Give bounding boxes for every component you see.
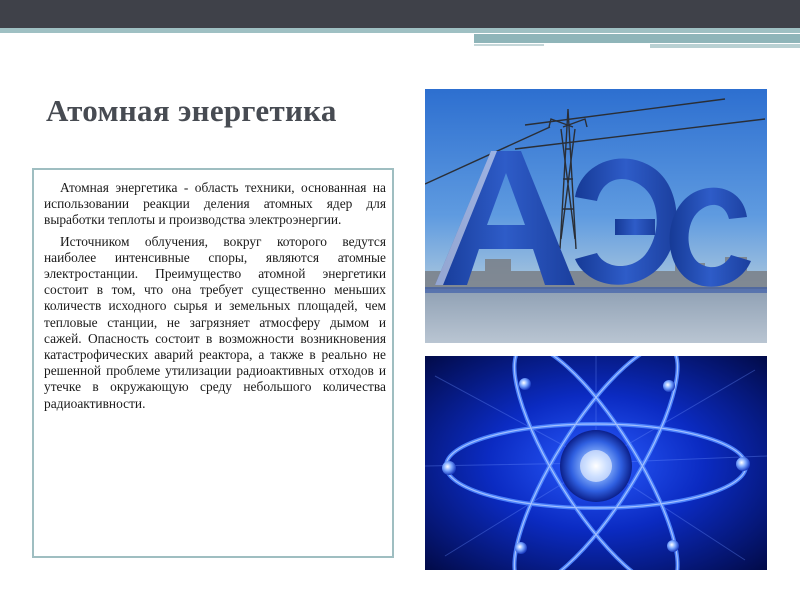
header-bar: [0, 0, 800, 28]
aes-sign-photo: [425, 89, 767, 343]
header-accent-stripe: [474, 34, 800, 43]
header-accent-short-stripe: [474, 44, 544, 46]
paragraph-details: Источником облучения, вокруг которого ведутся наиболее интенсивные споры, являются атомные электростанции. Преимущество атомной энергетики состоит в том, что она требует существенно меньших количеств исходного сырья и земельных площадей, чем тепловые станции, не загрязняет атмосферу дымом и сажей. Опасность состоит в возможности возникновения катастрофических аварий реактора, а также в реально не решенной проблеме утилизации радиоактивных отходов и утечке в окружающую среду небольшого количества радиоактивности.: [44, 233, 386, 411]
content-text-box: [32, 168, 394, 558]
paragraph-definition: Атомная энергетика - область техники, основанная на использовании реакции деления атомных ядер для выработки теплоты и производства электроэнергии.: [44, 180, 386, 228]
header-accent-line: [0, 28, 800, 33]
atom-icon: [425, 356, 767, 570]
slide-title: Атомная энергетика: [46, 93, 337, 128]
header-accent-thin-stripe: [650, 44, 800, 48]
